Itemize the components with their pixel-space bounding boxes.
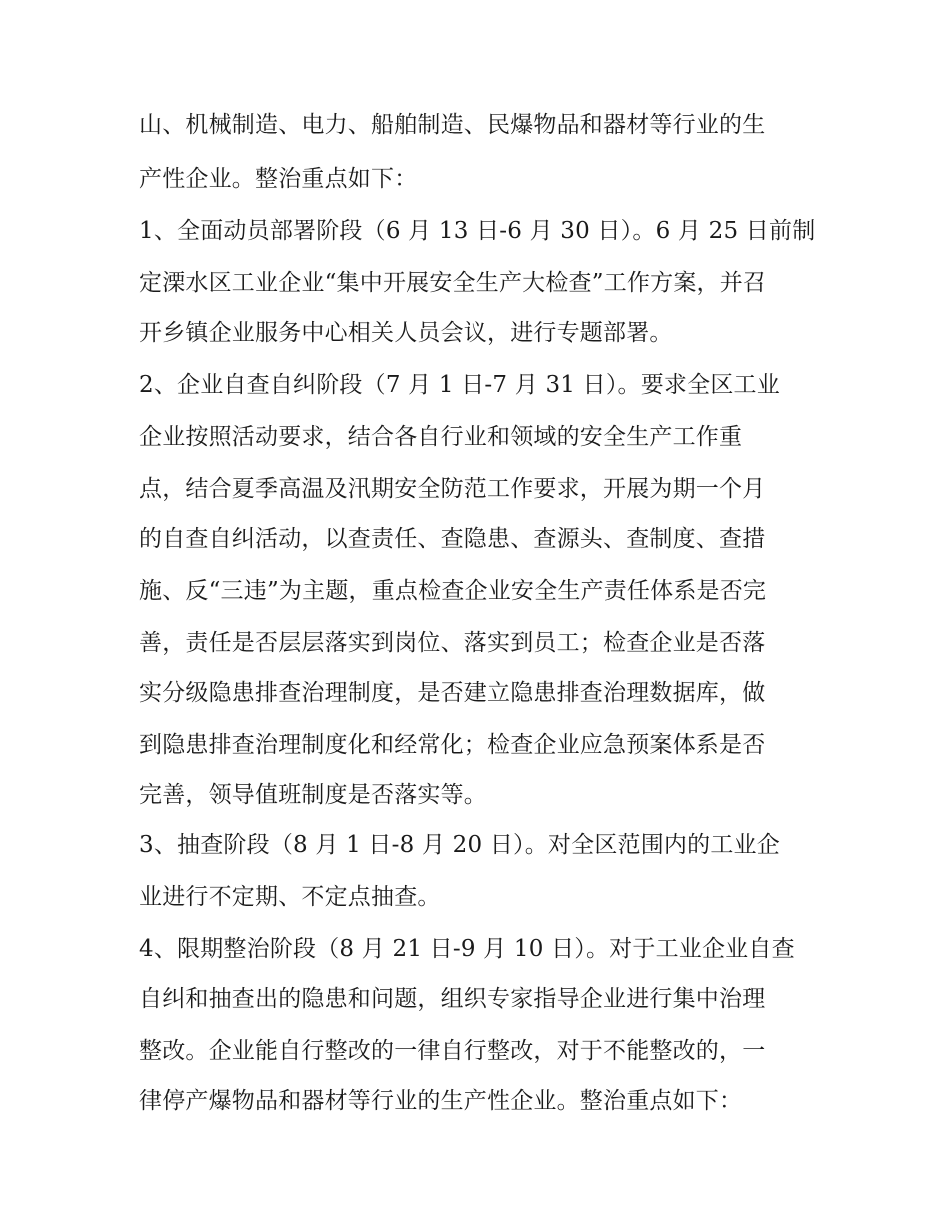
text-line: 2、企业自查自纠阶段（7 月 1 日-7 月 31 日）。要求全区工业 [139, 372, 780, 398]
text-line: 完善，领导值班制度是否落实等。 [139, 782, 487, 808]
text-line: 产性企业。整治重点如下： [139, 166, 418, 192]
text-line: 企业按照活动要求，结合各自行业和领域的安全生产工作重 [139, 424, 743, 450]
text-line: 善，责任是否层层落实到岗位、落实到员工；检查企业是否落 [139, 630, 766, 656]
text-line: 1、全面动员部署阶段（6 月 13 日-6 月 30 日）。6 月 25 日前制 [139, 218, 816, 244]
text-line: 点，结合夏季高温及汛期安全防范工作要求，开展为期一个月 [139, 476, 766, 502]
text-line: 山、机械制造、电力、船舶制造、民爆物品和器材等行业的生 [139, 112, 766, 138]
text-line: 到隐患排查治理制度化和经常化；检查企业应急预案体系是否 [139, 732, 766, 758]
text-line: 开乡镇企业服务中心相关人员会议，进行专题部署。 [139, 320, 673, 346]
text-line: 业进行不定期、不定点抽查。 [139, 884, 441, 910]
text-line: 施、反“三违”为主题，重点检查企业安全生产责任体系是否完 [139, 578, 767, 604]
text-line: 自纠和抽查出的隐患和问题，组织专家指导企业进行集中治理 [139, 986, 766, 1012]
text-line: 3、抽查阶段（8 月 1 日-8 月 20 日）。对全区范围内的工业企 [139, 832, 780, 858]
text-line: 的自查自纠活动，以查责任、查隐患、查源头、查制度、查措 [139, 526, 766, 552]
text-line: 实分级隐患排查治理制度，是否建立隐患排查治理数据库，做 [139, 680, 766, 706]
text-line: 定溧水区工业企业“集中开展安全生产大检查”工作方案，并召 [139, 270, 767, 296]
text-line: 4、限期整治阶段（8 月 21 日-9 月 10 日）。对于工业企业自查 [139, 936, 795, 962]
text-line: 律停产爆物品和器材等行业的生产性企业。整治重点如下： [139, 1088, 743, 1114]
text-line: 整改。企业能自行整改的一律自行整改，对于不能整改的，一 [139, 1038, 766, 1064]
